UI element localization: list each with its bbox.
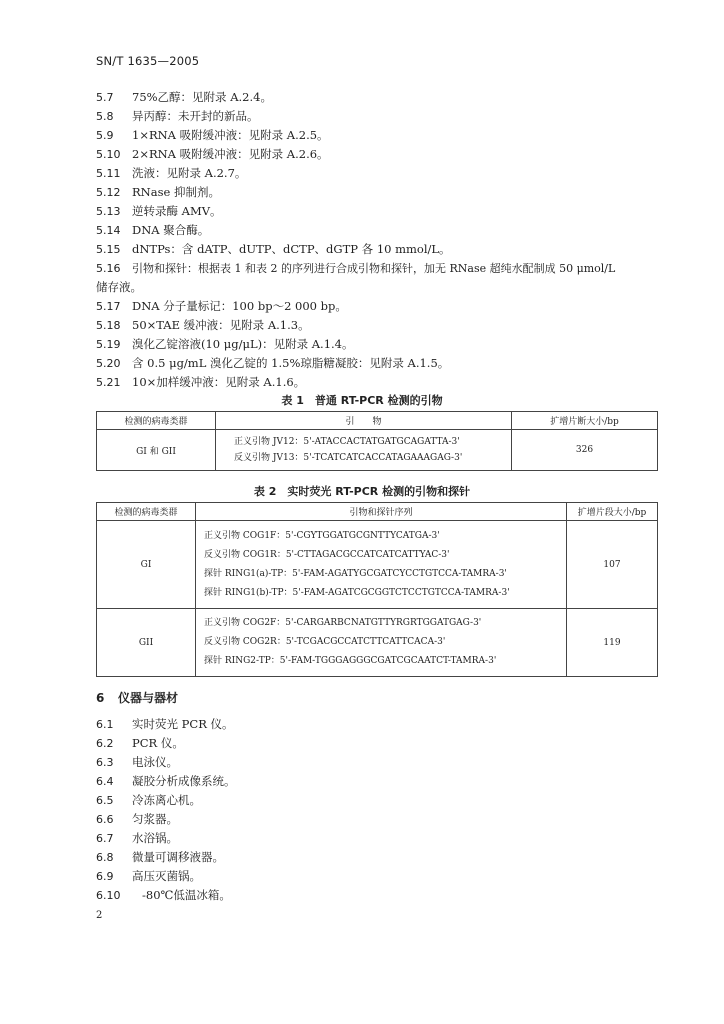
item-number: 5.11 (96, 167, 121, 180)
item-number: 5.18 (96, 319, 121, 332)
list-item (96, 145, 666, 164)
list-item (96, 848, 666, 867)
item-text: 1×RNA 吸附缓冲液：见附录 A.2.5。 (132, 128, 329, 142)
probe-sequence: 探针 RING1(a)-TP：5'-FAM-AGATYGCGATCYCCTGTCCA-TAMRA-3' (204, 568, 507, 579)
item-number: 5.19 (96, 338, 121, 351)
item-text: 冷冻离心机。 (132, 793, 201, 807)
table-cell-sequences (196, 609, 567, 677)
list-item (96, 240, 666, 259)
primer-sequence: 正义引物 COG2F：5'-CARGARBCNATGTTYRGRTGGATGAG-3' (204, 618, 482, 628)
section5-list (96, 88, 666, 392)
table-header-cell: 扩增片断大小/bp (512, 412, 658, 430)
page-number: 2 (96, 910, 103, 921)
item-number: 5.7 (96, 91, 114, 104)
table-header-row (97, 503, 658, 521)
item-number: 6.2 (96, 737, 114, 750)
item-continuation: 储存液。 (96, 280, 142, 294)
item-text: 50×TAE 缓冲液：见附录 A.1.3。 (132, 318, 310, 332)
table2-caption: 表 2 实时荧光 RT-PCR 检测的引物和探针 (253, 485, 471, 498)
item-number: 5.14 (96, 224, 121, 237)
list-item (96, 335, 666, 354)
section-title: 仪器与器材 (118, 691, 179, 705)
probe-sequence: 探针 RING2-TP：5'-FAM-TGGGAGGGCGATCGCAATCT-TAMRA-3' (204, 656, 497, 666)
item-text: RNase 抑制剂。 (132, 185, 220, 199)
item-text: 引物和探针：根据表 1 和表 2 的序列进行合成引物和探针，加无 RNase 超纯水配制成 50 μmol/L (132, 262, 616, 275)
item-number: 5.21 (96, 376, 121, 389)
list-item (96, 829, 666, 848)
item-text: dNTPs：含 dATP、dUTP、dCTP、dGTP 各 10 mmol/L。 (132, 242, 451, 256)
item-number: 6.8 (96, 851, 114, 864)
table-row (97, 521, 658, 609)
item-text: 含 0.5 μg/mL 溴化乙锭的 1.5%琼脂糖凝胶：见附录 A.1.5。 (132, 356, 450, 370)
item-number: 6.1 (96, 718, 114, 731)
primer-sequence: 反义引物 COG1R：5'-CTTAGACGCCATCATCATTYAC-3' (204, 549, 450, 560)
table1 (96, 411, 658, 471)
item-number: 5.12 (96, 186, 121, 199)
item-text: 10×加样缓冲液：见附录 A.1.6。 (132, 375, 306, 389)
probe-sequence: 探针 RING1(b)-TP：5'-FAM-AGATCGCGGTCTCCTGTCCA-TAMRA-3' (204, 587, 510, 598)
table-cell-group: GI 和 GII (97, 430, 216, 471)
table-header-cell: 扩增片段大小/bp (567, 503, 658, 521)
item-text: 水浴锅。 (132, 831, 178, 845)
item-number: 6.7 (96, 832, 114, 845)
item-text: -80℃低温冰箱。 (142, 888, 231, 902)
list-item (96, 753, 666, 772)
list-item (96, 373, 666, 392)
table-cell-size: 107 (567, 521, 658, 609)
list-item (96, 107, 666, 126)
list-item (96, 734, 666, 753)
item-text: DNA 分子量标记：100 bp～2 000 bp。 (132, 299, 347, 313)
item-number: 6.5 (96, 794, 114, 807)
list-item (96, 867, 666, 886)
table-header-cell: 检测的病毒类群 (97, 412, 216, 430)
list-item (96, 354, 666, 373)
item-number: 5.13 (96, 205, 121, 218)
table-cell-group: GII (97, 609, 196, 677)
primer-sequence: 正义引物 JV12：5'-ATACCACTATGATGCAGATTA-3' (234, 436, 460, 447)
primer-sequence: 反义引物 COG2R：5'-TCGACGCCATCTTCATTCACA-3' (204, 637, 446, 647)
item-text: 匀浆器。 (132, 812, 178, 826)
table-cell-group: GI (97, 521, 196, 609)
table-header-cell: 检测的病毒类群 (97, 503, 196, 521)
list-item (96, 221, 666, 240)
primer-sequence: 正义引物 COG1F：5'-CGYTGGATGCGNTTYCATGA-3' (204, 530, 440, 541)
list-item (96, 791, 666, 810)
item-text: 异丙醇：未开封的新品。 (132, 109, 259, 123)
table1-caption: 表 1 普通 RT-PCR 检测的引物 (281, 394, 443, 407)
table2 (96, 502, 658, 677)
item-text: 实时荧光 PCR 仪。 (132, 717, 234, 731)
item-number: 5.16 (96, 262, 121, 275)
table-row (97, 430, 658, 471)
table-header-cell: 引 物 (216, 412, 512, 430)
list-item (96, 164, 666, 183)
item-number: 5.17 (96, 300, 121, 313)
item-number: 5.15 (96, 243, 121, 256)
list-item (96, 810, 666, 829)
item-number: 6.6 (96, 813, 114, 826)
item-text: 高压灭菌锅。 (132, 869, 201, 883)
item-text: 2×RNA 吸附缓冲液：见附录 A.2.6。 (132, 147, 329, 161)
primer-sequence: 反义引物 JV13：5'-TCATCATCACCATAGAAAGAG-3' (234, 453, 463, 463)
item-number: 6.10 (96, 889, 121, 902)
item-number: 6.4 (96, 775, 114, 788)
item-number: 5.20 (96, 357, 121, 370)
document-code: SN/T 1635—2005 (96, 54, 200, 68)
table-cell-sequences (196, 521, 567, 609)
list-item (96, 316, 666, 335)
list-item (96, 88, 666, 107)
list-item (96, 886, 666, 905)
table-cell-size: 326 (512, 430, 658, 471)
list-item (96, 259, 666, 278)
item-text: 微量可调移液器。 (132, 850, 224, 864)
table-header-row (97, 412, 658, 430)
table-header-cell: 引物和探针序列 (196, 503, 567, 521)
list-item (96, 297, 666, 316)
item-text: 凝胶分析成像系统。 (132, 774, 236, 788)
item-text: 75%乙醇：见附录 A.2.4。 (132, 90, 272, 104)
item-text: DNA 聚合酶。 (132, 223, 210, 237)
list-item (96, 715, 666, 734)
section6-list (96, 715, 666, 905)
table-cell-primers (216, 430, 512, 471)
table-row (97, 609, 658, 677)
item-number: 5.8 (96, 110, 114, 123)
list-item (96, 126, 666, 145)
item-number: 6.3 (96, 756, 114, 769)
item-text: 溴化乙锭溶液(10 μg/μL)：见附录 A.1.4。 (132, 337, 354, 351)
item-text: PCR 仪。 (132, 736, 184, 750)
item-number: 5.10 (96, 148, 121, 161)
section-number: 6 (96, 691, 105, 705)
item-text: 电泳仪。 (132, 755, 178, 769)
section-heading (96, 689, 178, 706)
list-item (96, 772, 666, 791)
item-text: 洗液：见附录 A.2.7。 (132, 166, 247, 180)
item-text: 逆转录酶 AMV。 (132, 204, 222, 218)
list-item (96, 202, 666, 221)
item-number: 5.9 (96, 129, 114, 142)
table-cell-size: 119 (567, 609, 658, 677)
list-item (96, 183, 666, 202)
item-number: 6.9 (96, 870, 114, 883)
